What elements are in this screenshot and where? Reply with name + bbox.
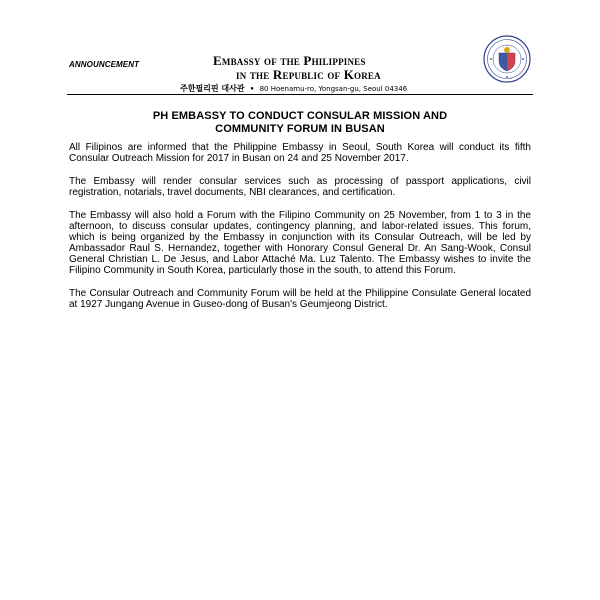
embassy-address: 80 Hoenamu-ro, Yongsan-gu, Seoul 04346 — [259, 85, 408, 93]
embassy-name-line1: Embassy of the Philippines — [213, 53, 366, 68]
announcement-label: ANNOUNCEMENT — [69, 60, 140, 69]
header-divider — [67, 94, 533, 95]
title-line2: COMMUNITY FORUM IN BUSAN — [215, 123, 385, 135]
korean-embassy-name: 주한필리핀 대사관 — [180, 84, 245, 93]
address-row — [180, 83, 407, 94]
body-paragraph: The Embassy will also hold a Forum with the Filipino Community on 25 November, from 1 to 3 in the afternoon, to discuss consular updates, contingency planning, and labor-related issues. This forum, which is being organized by the Embassy in conjunction with its Consular Outreach, will be led by Ambassador Raul S. Hernandez, together with Honorary Consul General Dr. An Sang-Wook, Consul General Christian L. De Jesus, and Labor Attaché Ma. Luz Talento. The Embassy wishes to invite the Filipino Community in South Korea, particularly those in the south, to attend this Forum. — [69, 210, 531, 276]
address-separator: • — [249, 85, 255, 93]
title-line1: PH EMBASSY TO CONDUCT CONSULAR MISSION AND — [152, 110, 448, 122]
embassy-name-line2: in the Republic of Korea — [236, 67, 381, 82]
body-paragraph: The Embassy will render consular services such as processing of passport applications, civil registration, notarials, travel documents, NBI clearances, and certification. — [69, 176, 531, 198]
embassy-seal-icon — [483, 35, 531, 83]
page-title — [60, 110, 540, 136]
body-paragraph: All Filipinos are informed that the Philippine Embassy in Seoul, South Korea will conduct its fifth Consular Outreach Mission for 2017 in Busan on 24 and 25 November 2017. — [69, 142, 531, 164]
body-paragraph: The Consular Outreach and Community Forum will be held at the Philippine Consulate General located at 1927 Jungang Avenue in Guseo-dong of Busan's Geumjeong District. — [69, 288, 531, 310]
announcement-body — [69, 142, 531, 322]
